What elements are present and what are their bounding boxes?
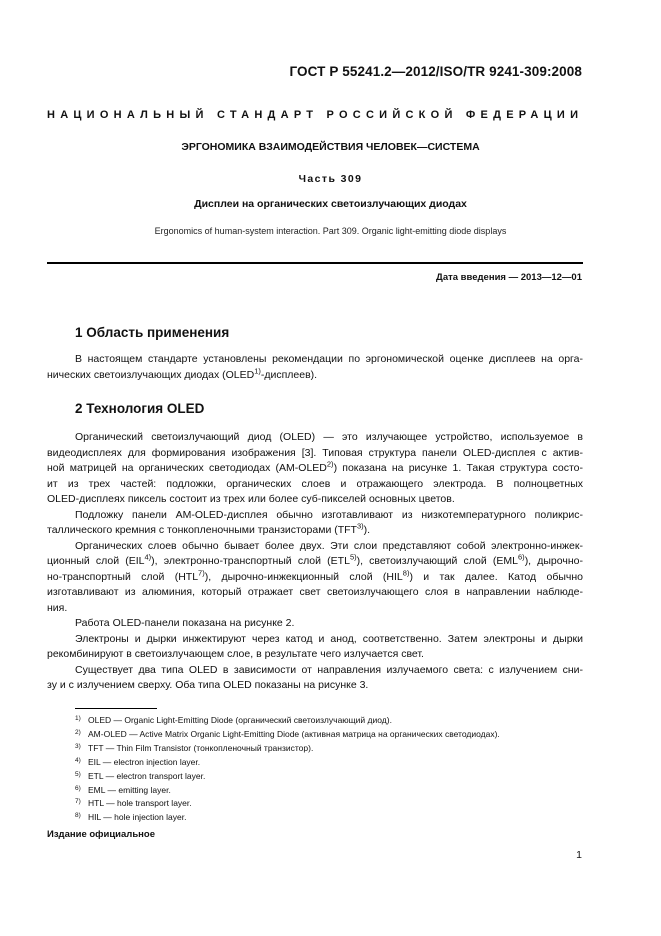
text-line: Подложку панели AM-OLED-дисплея обычно изготавливают из низкотемпературного поликрис- (75, 508, 583, 521)
footnote-number: 2) (75, 728, 81, 736)
footnote-ref: 3) (356, 521, 364, 531)
footnote-text: AM-OLED — Active Matrix Organic Light-Emitting Diode (активная матрица на органических светодиодах). (88, 728, 500, 739)
national-standard-banner: НАЦИОНАЛЬНЫЙ СТАНДАРТ РОССИЙСКОЙ ФЕДЕРАЦИИ (47, 109, 584, 121)
text-line (47, 461, 583, 477)
footnote (75, 810, 595, 824)
footnote-number: 6) (75, 784, 81, 792)
footnote-text: OLED — Organic Light-Emitting Diode (органический светоизлучающий диод). (88, 715, 392, 725)
footnote-ref: 2) (326, 459, 334, 469)
text-fragment: ), дырочно- (524, 555, 583, 567)
text-line: ит из трех частей: подложки, органических слоев и отражающего электрода. В полноцветных (47, 477, 583, 490)
footnote-number: 8) (75, 812, 81, 820)
text-line: OLED-дисплеях пиксель состоит из трех или более суб-пикселей основных цветов. (47, 493, 455, 505)
footnote (75, 755, 595, 769)
text-line (47, 368, 583, 384)
footnote-ref: 4) (144, 552, 152, 562)
text-fragment: ), светоизлучающий слой (EML (356, 555, 519, 567)
text-fragment: -дисплеев). (260, 368, 318, 381)
footnote-number: 7) (75, 798, 81, 806)
footnote-ref: 6) (518, 552, 525, 562)
text-fragment: ной матрицей на органических светодиодах (AM-OLED (47, 462, 327, 474)
standard-subtitle: Дисплеи на органических светоизлучающих диодах (194, 198, 467, 210)
text-fragment: ционный слой (EIL (47, 555, 145, 567)
text-fragment: ). (363, 524, 371, 536)
footnote-number: 1) (75, 715, 81, 722)
footnote (75, 727, 595, 741)
standard-title: ЭРГОНОМИКА ВЗАИМОДЕЙСТВИЯ ЧЕЛОВЕК—СИСТЕМА (181, 141, 480, 153)
text-line: Органических слоев обычно бывает более двух. Эти слои представляют собой электронно-инжек- (75, 539, 583, 552)
footnote-text: HTL — hole transport layer. (88, 798, 192, 809)
footnote-text: EIL — electron injection layer. (88, 756, 201, 767)
page-number: 1 (576, 849, 582, 861)
footnote-ref: 8) (402, 568, 410, 577)
text-line: Существует два типа OLED в зависимости от направления излучаемого света: с излучением сни- (75, 663, 583, 676)
text-fragment: но-транспортный слой (HTL (47, 570, 199, 583)
footnote-text: TFT — Thin Film Transistor (тонкопленочный транзистор). (88, 742, 314, 753)
footnote-text: HIL — hole injection layer. (88, 812, 187, 823)
footnote-text: EML — emitting layer. (88, 784, 171, 795)
section-heading-technology: 2 Технология OLED (75, 401, 205, 416)
text-line: зу и с излучением сверху. Оба типа OLED показаны на рисунке 3. (47, 679, 369, 691)
footnote-ref: 1) (254, 366, 261, 375)
footnote (75, 713, 595, 727)
footnote-text: ETL — electron transport layer. (88, 770, 206, 781)
text-line (47, 523, 583, 539)
text-line: видеодисплеях для формирования изображения [3]. Типовая структура панели OLED-дисплея с актив- (47, 446, 583, 459)
text-line: изготавливают из алюминия, который отражает свет светоизлучающего слоя в направлении наблюде- (47, 586, 583, 598)
text-line: Органический светоизлучающий диод (OLED) — это излучающее устройство, используемое в (75, 431, 583, 443)
footnote-number: 5) (75, 770, 81, 778)
document-number: ГОСТ Р 55241.2—2012/ISO/TR 9241-309:2008 (289, 64, 582, 79)
edition-label: Издание официальное (47, 829, 155, 840)
text-line: В настоящем стандарте установлены рекомендации по эргономической оценке дисплеев на орга- (75, 353, 583, 365)
text-fragment: ), дырочно-инжекционный слой (HIL (204, 570, 403, 583)
text-fragment: таллического кремния с тонкопленочными транзисторами (TFT (47, 524, 357, 536)
text-line: ния. (47, 601, 68, 614)
footnote-ref: 5) (349, 552, 357, 562)
footnote (75, 796, 595, 810)
text-line (47, 570, 583, 586)
scope-paragraph (47, 352, 583, 383)
text-fragment: ), электронно-транспортный слой (ETL (151, 555, 350, 567)
footnote-number: 3) (75, 742, 81, 750)
footnote-ref: 7) (198, 568, 205, 577)
technology-body (47, 430, 583, 694)
footnotes (75, 713, 595, 824)
text-fragment: ) показана на рисунке 1. Такая структура состо- (333, 462, 583, 474)
text-fragment: нических светоизлучающих диодах (OLED (47, 368, 255, 381)
introduction-date: Дата введения — 2013—12—01 (436, 272, 582, 283)
text-line (47, 554, 583, 570)
text-fragment: ) и так далее. Катод обычно (409, 570, 583, 583)
part-number: Часть 309 (298, 173, 363, 185)
footnote-number: 4) (75, 756, 81, 764)
text-line: рекомбинируют в светоизлучающем слое, в результате чего излучается свет. (47, 648, 424, 660)
english-title: Ergonomics of human-system interaction. Part 309. Organic light-emitting diode displays (154, 226, 507, 236)
section-heading-scope: 1 Область применения (75, 325, 230, 340)
footnote (75, 783, 595, 797)
title-divider (47, 262, 583, 264)
footnote (75, 741, 595, 755)
text-line: Работа OLED-панели показана на рисунке 2. (75, 617, 295, 629)
footnote (75, 769, 595, 783)
footnote-separator (75, 708, 157, 709)
text-line: Электроны и дырки инжектируют через катод и анод, соответственно. Затем электроны и дырки (75, 632, 583, 645)
